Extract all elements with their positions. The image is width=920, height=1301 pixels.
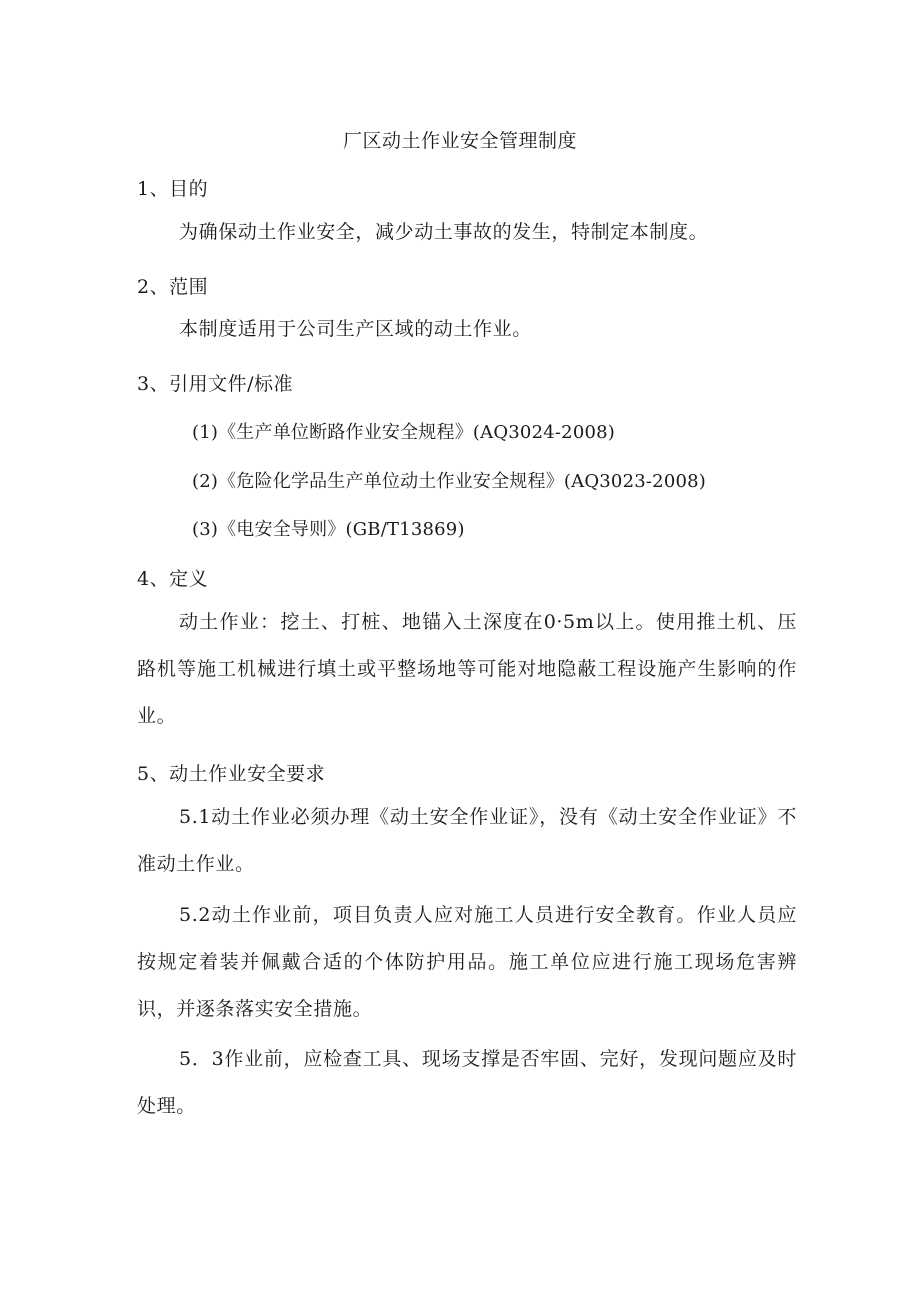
requirement-paragraph-5-3: 5．3作业前，应检查工具、现场支撑是否牢固、完好，发现问题应及时处理。 bbox=[137, 1048, 797, 1117]
requirement-paragraph-5-1: 5.1动土作业必须办理《动土安全作业证》，没有《动土安全作业证》不准动土作业。 bbox=[137, 806, 797, 875]
section-heading-references: 3、引用文件/标准 bbox=[137, 373, 293, 395]
requirement-paragraph-5-2: 5.2动土作业前，项目负责人应对施工人员进行安全教育。作业人员应按规定着装并佩戴合适的个体防护用品。施工单位应进行施工现场危害辨识，并逐条落实安全措施。 bbox=[137, 904, 797, 1020]
reference-item-3: (3)《电安全导则》(GB/T13869) bbox=[192, 519, 465, 540]
section-body-definition: 动土作业：挖土、打桩、地锚入土深度在0·5m以上。使用推土机、压路机等施工机械进行填土或平整场地等可能对地隐蔽工程设施产生影响的作业。 bbox=[137, 611, 797, 727]
section-heading-purpose: 1、目的 bbox=[137, 178, 209, 200]
section-heading-requirements: 5、动土作业安全要求 bbox=[137, 763, 326, 785]
reference-item-1: (1)《生产单位断路作业安全规程》(AQ3024-2008) bbox=[192, 422, 615, 443]
document-title: 厂区动土作业安全管理制度 bbox=[342, 130, 577, 152]
section-body-scope: 本制度适用于公司生产区域的动土作业。 bbox=[179, 318, 532, 340]
section-heading-scope: 2、范围 bbox=[137, 276, 209, 298]
section-heading-definition: 4、定义 bbox=[137, 568, 209, 590]
reference-item-2: (2)《危险化学品生产单位动土作业安全规程》(AQ3023-2008) bbox=[192, 471, 706, 492]
section-body-purpose: 为确保动土作业安全，减少动土事故的发生，特制定本制度。 bbox=[179, 221, 709, 243]
